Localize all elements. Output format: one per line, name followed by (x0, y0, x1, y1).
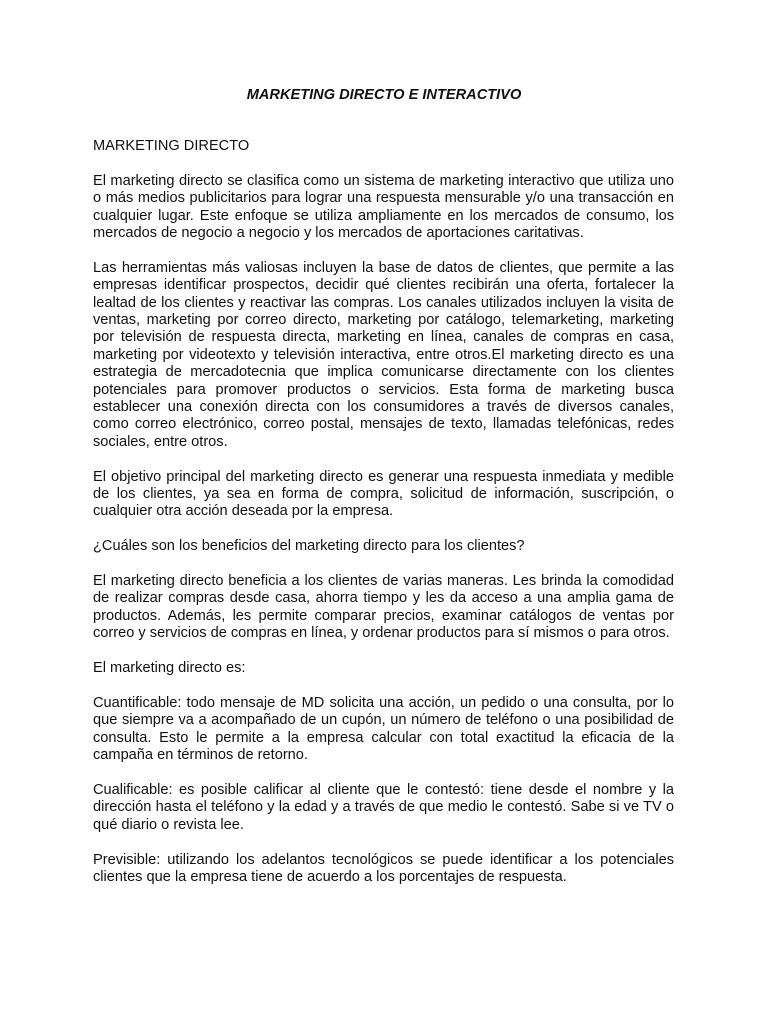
paragraph-objective: El objetivo principal del marketing directo es generar una respuesta inmediata y medible de los clientes, ya sea en forma de compra, solicitud de información, suscripción, o cualquier otra acción deseada por la empresa. (93, 468, 674, 520)
document-title: MARKETING DIRECTO E INTERACTIVO (246, 87, 522, 103)
paragraph-benefits: El marketing directo beneficia a los clientes de varias maneras. Les brinda la comodidad de realizar compras desde casa, ahorra tiempo y les da acceso a una amplia gama de productos. Además, les permite comparar precios, examinar catálogos de ventas por correo y servicios de compras en línea, y ordenar productos para sí mismos o para otros. (93, 573, 674, 642)
paragraph-previsible: Previsible: utilizando los adelantos tecnológicos se puede identificar a los potenciales clientes que la empresa tiene de acuerdo a los porcentajes de respuesta. (93, 851, 674, 885)
section-heading: MARKETING DIRECTO (93, 138, 250, 154)
paragraph-definition: El marketing directo se clasifica como un sistema de marketing interactivo que utiliza uno o más medios publicitarios para lograr una respuesta mensurable y/o una transacción en cualquier lugar. Este enfoque se utiliza ampliamente en los mercados de consumo, los mercados de negocio a negocio y los mercados de aportaciones caritativas. (93, 172, 674, 242)
paragraph-cualificable: Cualificable: es posible calificar al cliente que le contestó: tiene desde el nombre y la dirección hasta el teléfono y la edad y a través de que medio le contestó. Sabe si ve TV o qué diario o revista lee. (93, 781, 674, 833)
paragraph-cuantificable: Cuantificable: todo mensaje de MD solicita una acción, un pedido o una consulta, por lo que siempre va a acompañado de un cupón, un número de teléfono o una posibilidad de consulta. Esto le permite a la empresa calcular con total exactitud la eficacia de la campaña en términos de retorno. (93, 694, 674, 764)
paragraph-tools-and-channels: Las herramientas más valiosas incluyen la base de datos de clientes, que permite a las empresas identificar prospectos, decidir qué clientes recibirán una oferta, fortalecer la lealtad de los clientes y reactivar las compras. Los canales utilizados incluyen la visita de ventas, marketing por correo directo, marketing por catálogo, telemarketing, marketing por televisión de respuesta directa, marketing en línea, canales de compras en casa, marketing por videotexto y televisión interactiva, entre otros.El marketing directo es una estrategia de mercadotecnia que implica comunicarse directamente con los clientes potenciales para promover productos o servicios. Esta forma de marketing busca establecer una conexión directa con los consumidores a través de diversos canales, como correo electrónico, correo postal, mensajes de texto, llamadas telefónicas, redes sociales, entre otros. (93, 259, 674, 450)
list-intro: El marketing directo es: (93, 660, 246, 677)
question-heading: ¿Cuáles son los beneficios del marketing directo para los clientes? (93, 538, 525, 555)
document-body (93, 138, 674, 904)
